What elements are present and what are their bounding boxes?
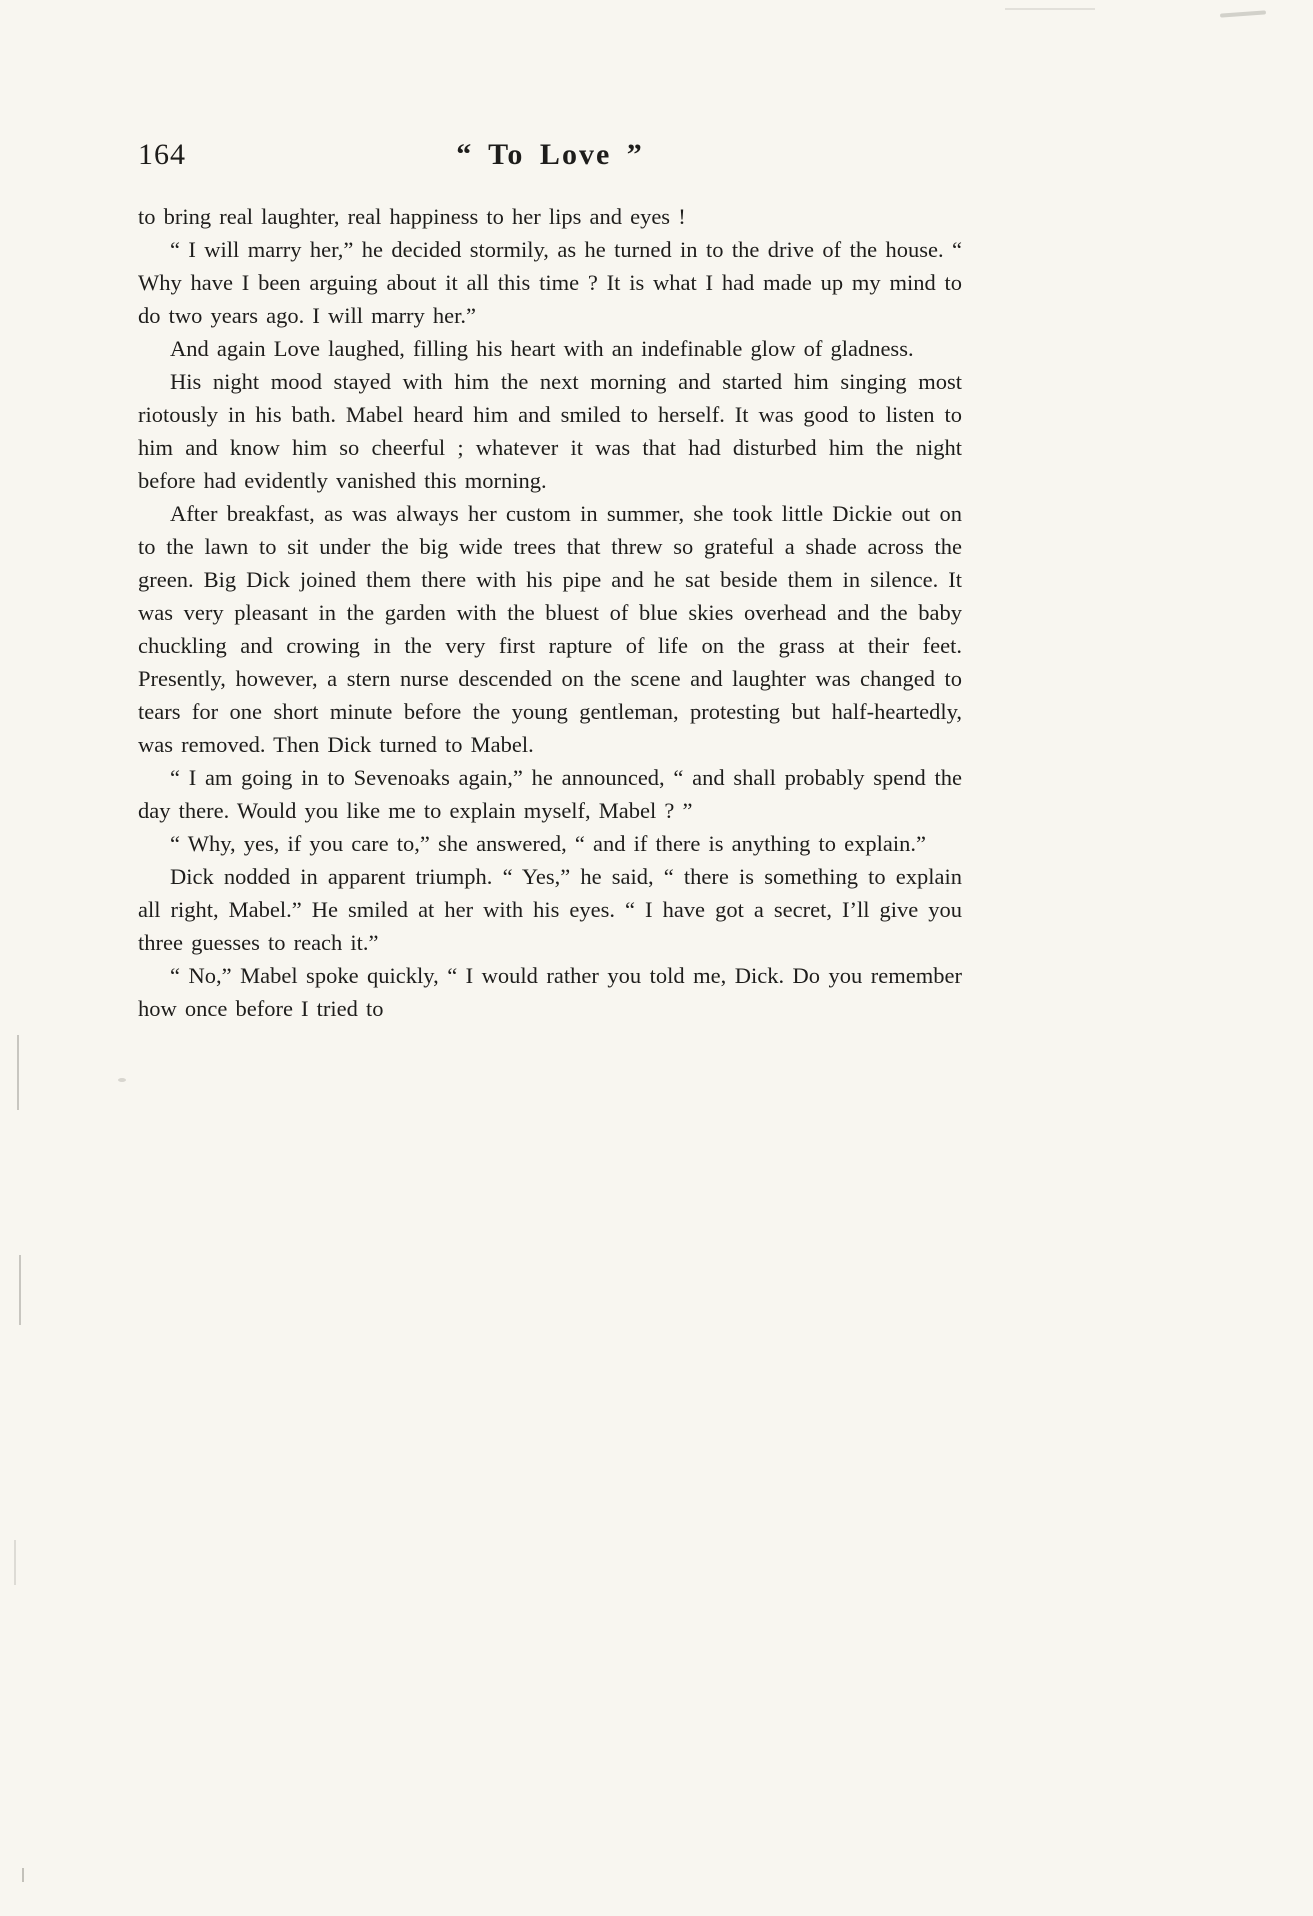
- scan-artifact: [19, 1255, 21, 1325]
- scan-artifact: [1220, 10, 1266, 17]
- scan-artifact: [17, 1035, 19, 1110]
- paragraph: And again Love laughed, filling his heart with an indefinable glow of gladness.: [170, 336, 914, 361]
- scan-artifact: [1005, 8, 1095, 10]
- text-body: [138, 200, 962, 1025]
- paragraph: “ I will marry her,” he decided stormily, as he turned in to the drive of the house. “ Why have I been arguing about it all this time ? It is what I had made up my mind to do two years ago. I will marry her.”: [138, 237, 962, 328]
- scan-artifact: [22, 1868, 24, 1882]
- paragraph: “ I am going in to Sevenoaks again,” he announced, “ and shall probably spend the day there. Would you like me to explain myself, Mabel ? ”: [138, 765, 962, 823]
- paragraph: His night mood stayed with him the next morning and started him singing most riotously in his bath. Mabel heard him and smiled to herself. It was good to listen to him and know him so cheerful ; whatever it was that had disturbed him the night before had evidently vanished this morning.: [138, 369, 962, 493]
- page-header: [138, 138, 962, 182]
- paragraph: After breakfast, as was always her custom in summer, she took little Dickie out on to the lawn to sit under the big wide trees that threw so grateful a shade across the green. Big Dick joined them there with his pipe and he sat beside them in silence. It was very pleasant in the garden with the bluest of blue skies overhead and the baby chuckling and crowing in the very first rapture of life on the grass at their feet. Presently, however, a stern nurse descended on the scene and laughter was changed to tears for one short minute before the young gentleman, protesting but half-heartedly, was removed. Then Dick turned to Mabel.: [138, 501, 962, 757]
- paragraph: “ Why, yes, if you care to,” she answered, “ and if there is anything to explain.”: [170, 831, 927, 856]
- running-title: “ To Love ”: [456, 138, 644, 171]
- page-number: 164: [138, 138, 186, 171]
- paragraph: to bring real laughter, real happiness to her lips and eyes !: [138, 204, 686, 229]
- scan-artifact: [14, 1540, 16, 1585]
- paragraph: “ No,” Mabel spoke quickly, “ I would rather you told me, Dick. Do you remember how once before I tried to: [138, 963, 962, 1021]
- page-content: [138, 138, 962, 1025]
- scan-artifact: [118, 1078, 126, 1082]
- paragraph: Dick nodded in apparent triumph. “ Yes,” he said, “ there is something to explain all right, Mabel.” He smiled at her with his eyes. “ I have got a secret, I’ll give you three guesses to reach it.”: [138, 864, 962, 955]
